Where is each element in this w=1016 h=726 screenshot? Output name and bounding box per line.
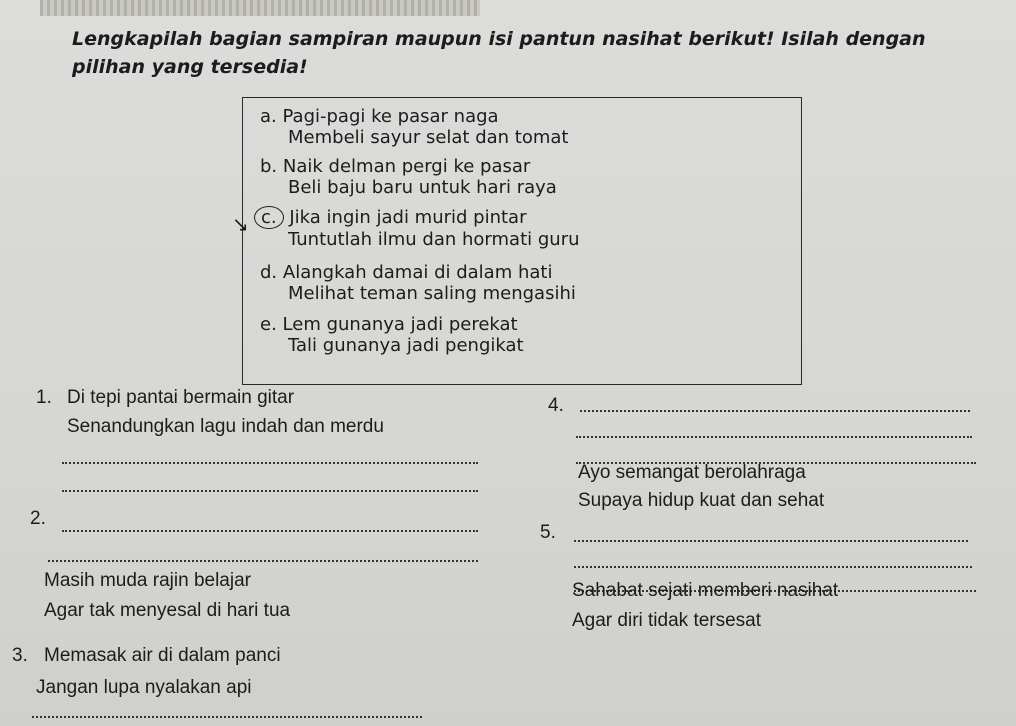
q1-line1: Di tepi pantai bermain gitar [67, 387, 295, 408]
q5-answer-blank-1[interactable] [574, 540, 968, 542]
option-a-line2: Membeli sayur selat dan tomat [288, 127, 569, 148]
q1-answer-blank-2[interactable] [62, 490, 478, 492]
option-c-circled-letter: c. [254, 206, 284, 229]
option-a [260, 106, 569, 148]
option-a-letter: a. [260, 106, 277, 127]
q4-line1: Ayo semangat berolahraga [578, 462, 806, 483]
option-c [260, 206, 580, 250]
q2-number: 2. [30, 508, 46, 529]
q4-answer-blank-1[interactable] [580, 410, 970, 412]
option-e-letter: e. [260, 314, 277, 335]
q4-number: 4. [548, 395, 564, 416]
q3-line1: Memasak air di dalam panci [44, 645, 281, 666]
option-b-line2: Beli baju baru untuk hari raya [288, 177, 557, 198]
option-c-line1: Jika ingin jadi murid pintar [289, 207, 527, 228]
q5-number: 5. [540, 522, 556, 543]
option-a-line1: Pagi-pagi ke pasar naga [282, 106, 499, 127]
q3-line2: Jangan lupa nyalakan api [36, 677, 252, 698]
q4-answer-blank-2[interactable] [576, 436, 972, 438]
option-c-line2: Tuntutlah ilmu dan hormati guru [288, 229, 580, 250]
option-b-letter: b. [260, 156, 278, 177]
q2-answer-blank-1[interactable] [62, 530, 478, 532]
option-d-letter: d. [260, 262, 278, 283]
q5-answer-blank-2[interactable] [574, 566, 972, 568]
q2-line1: Masih muda rajin belajar [44, 570, 251, 591]
instruction-text: Lengkapilah bagian sampiran maupun isi pantun nasihat berikut! Isilah dengan pilihan yang tersedia! [72, 28, 926, 78]
handwritten-arrow-icon: ↘ [232, 212, 249, 236]
q1-answer-blank-1[interactable] [62, 462, 478, 464]
q3-answer-blank-1[interactable] [32, 716, 422, 718]
q4-line2: Supaya hidup kuat dan sehat [578, 490, 825, 511]
q5-line2: Agar diri tidak tersesat [572, 610, 762, 631]
option-e-line2: Tali gunanya jadi pengikat [288, 335, 524, 356]
option-b-line1: Naik delman pergi ke pasar [282, 156, 531, 177]
option-e-line1: Lem gunanya jadi perekat [282, 314, 518, 335]
q2-answer-blank-2[interactable] [48, 560, 478, 562]
option-d-line1: Alangkah damai di dalam hati [282, 262, 553, 283]
option-d-line2: Melihat teman saling mengasihi [288, 283, 576, 304]
option-b [260, 156, 557, 198]
option-d [260, 262, 576, 304]
q1-line2: Senandungkan lagu indah dan merdu [67, 416, 384, 437]
q2-line2: Agar tak menyesal di hari tua [44, 600, 291, 621]
q5-line1: Sahabat sejati memberi nasihat [572, 580, 839, 601]
torn-paper-edge [40, 0, 480, 16]
q3-number: 3. [12, 645, 28, 666]
option-e [260, 314, 524, 356]
q1-number: 1. [36, 387, 52, 408]
